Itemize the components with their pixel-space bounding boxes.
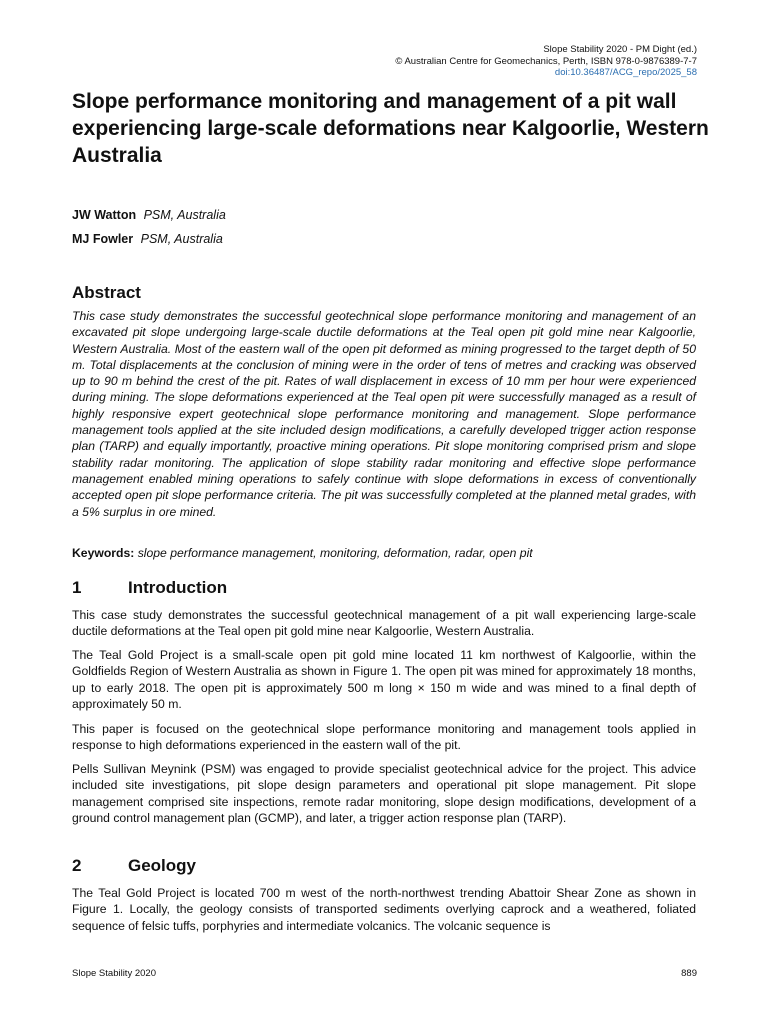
abstract-text: This case study demonstrates the successful geotechnical slope performance monitoring and management of an excavated pit slope undergoing large-scale ductile deformations at the Teal open pit gold mine near Kalgoorlie, Western Australia. Most of the eastern wall of the open pit deformed as mining progressed to the target depth of 50 m. Total displacements at the conclusion of mining were in the order of tens of metres and cracking was observed up to 90 m behind the crest of the pit. Rates of wall displacement in excess of 10 mm per hour were experienced during mining. The slope deformations experienced at the Teal open pit were successfully managed as a result of highly responsive expert geotechnical slope performance monitoring and management. Slope performance management tools applied at the site included design modifications, a carefully developed trigger action response plan (TARP) and equally importantly, proactive mining operations. Pit slope monitoring comprised prism and slope stability radar monitoring. The application of slope stability radar monitoring and effective slope performance management enabled mining operations to safely continue with slope deformations in excess of conventionally accepted open pit slope performance criteria. The pit was successfully completed at the planned metal grades, with a 5% surplus in ore mined. (72, 309, 696, 519)
paragraph: This paper is focused on the geotechnical slope performance monitoring and management tools applied in response to high deformations experienced in the eastern wall of the pit. (72, 722, 696, 753)
paper-title: Slope performance monitoring and management of a pit wall experiencing large-scale deformations near Kalgoorlie, Western Australia (72, 90, 709, 167)
header-proceedings: Slope Stability 2020 - PM Dight (ed.) (543, 44, 697, 55)
section-heading-introduction (72, 578, 227, 598)
paragraph: The Teal Gold Project is a small-scale open pit gold mine located 11 km northwest of Kalgoorlie, within the Goldfields Region of Western Australia as shown in Figure 1. The open pit was mined for approximately 18 months, up to early 2018. The open pit is approximately 500 m long × 150 m wide and was mined to a final depth of approximately 50 m. (72, 648, 696, 711)
author-affiliation: PSM, Australia (143, 208, 226, 222)
footer-proceedings: Slope Stability 2020 (72, 968, 156, 979)
section-number: 2 (72, 856, 82, 875)
running-header (395, 44, 697, 79)
section-title: Geology (128, 856, 197, 875)
author-entry (72, 203, 226, 227)
doi-link[interactable]: doi:10.36487/ACG_repo/2025_58 (554, 67, 697, 78)
paragraph: The Teal Gold Project is located 700 m west of the north-northwest trending Abattoir Shear Zone as shown in Figure 1. Locally, the geology consists of transported sediments overlying caprock and a weathered, foliated sequence of felsic tuffs, porphyries and intermediate volcanics. The volcanic sequence is (72, 886, 696, 933)
section-title: Introduction (128, 578, 228, 597)
author-list (72, 203, 226, 251)
author-name: JW Watton (72, 208, 137, 222)
abstract-heading: Abstract (72, 283, 141, 302)
keywords (72, 545, 696, 561)
paragraph: This case study demonstrates the successful geotechnical management of a pit wall experiencing large-scale ductile deformations at the Teal open pit gold mine near Kalgoorlie, Western Australia. (72, 608, 696, 639)
author-entry (72, 227, 226, 251)
page-number: 889 (681, 968, 697, 979)
header-copyright: © Australian Centre for Geomechanics, Perth, ISBN 978-0-9876389-7-7 (395, 55, 697, 67)
keywords-label: Keywords: (72, 546, 135, 560)
keywords-text: slope performance management, monitoring, deformation, radar, open pit (137, 546, 533, 560)
author-name: MJ Fowler (72, 232, 134, 246)
paragraph: Pells Sullivan Meynink (PSM) was engaged to provide specialist geotechnical advice for the project. This advice included site investigations, pit slope design parameters and operational pit slope management. Pit slope management comprised site inspections, remote radar monitoring, slope design modifications, development of a ground control management plan (GCMP), and later, a trigger action response plan (TARP). (72, 762, 696, 825)
section-number: 1 (72, 578, 82, 597)
author-affiliation: PSM, Australia (140, 232, 223, 246)
section-heading-geology (72, 856, 196, 876)
